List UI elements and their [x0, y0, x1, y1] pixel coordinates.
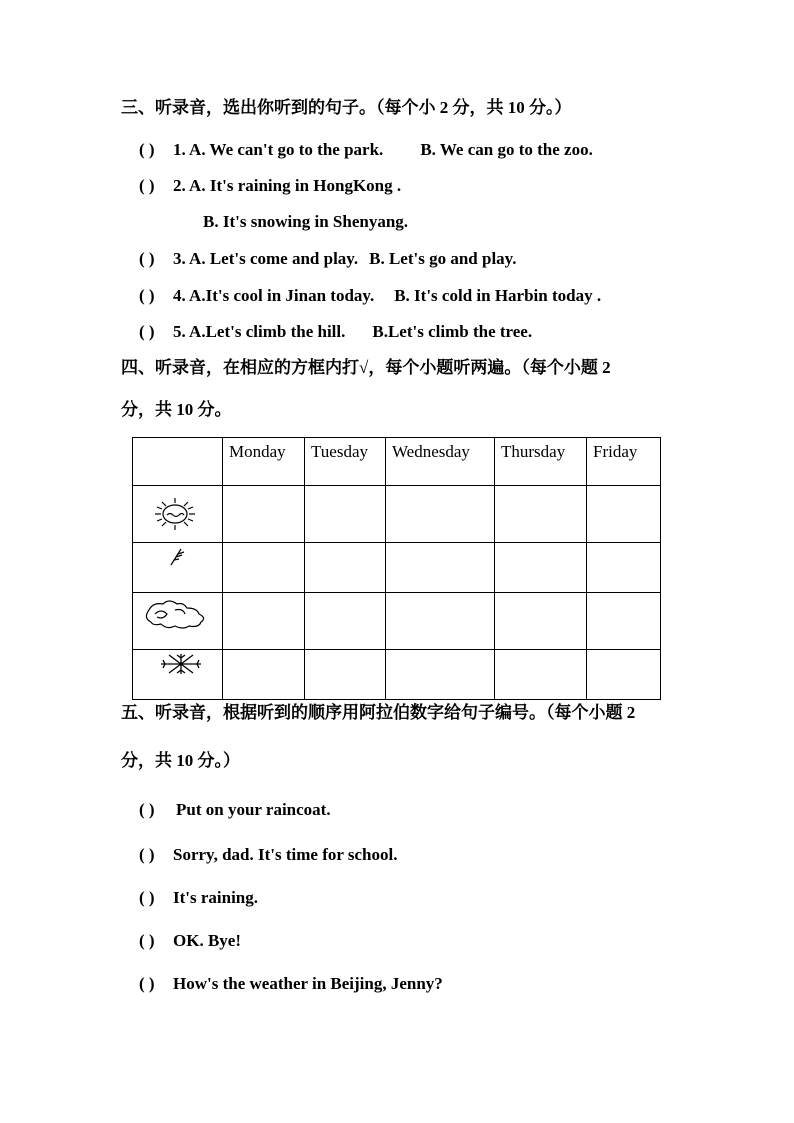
sentence: Put on your raincoat. — [176, 800, 331, 819]
answer-blank[interactable]: ( ) — [139, 286, 155, 305]
section5-title-line2: 分，共 10 分。） — [121, 751, 240, 770]
row-icon-cell — [133, 486, 223, 543]
row-icon-cell — [133, 543, 223, 593]
option-b: B. Let's go and play. — [369, 249, 517, 268]
snowflake-icon — [157, 652, 205, 676]
table-header-row — [133, 438, 661, 486]
ordering-item — [139, 800, 331, 820]
check-cell[interactable] — [587, 543, 661, 593]
check-cell[interactable] — [386, 543, 495, 593]
ordering-item — [139, 845, 397, 865]
row-icon-cell — [133, 650, 223, 700]
header-wednesday: Wednesday — [386, 438, 495, 486]
question-3 — [139, 249, 517, 269]
answer-blank[interactable]: ( ) — [139, 322, 155, 341]
weather-table — [132, 437, 661, 700]
check-cell[interactable] — [305, 486, 386, 543]
corner-cell — [133, 438, 223, 486]
answer-blank[interactable]: ( ) — [139, 931, 155, 950]
check-cell[interactable] — [223, 593, 305, 650]
option-a: 3. A. Let's come and play. — [173, 249, 359, 268]
ordering-item — [139, 888, 258, 908]
question-5 — [139, 322, 532, 342]
option-a: 5. A.Let's climb the hill. — [173, 322, 346, 341]
option-a: 1. A. We can't go to the park. — [173, 140, 384, 159]
question-1 — [139, 140, 593, 160]
table-row — [133, 543, 661, 593]
check-cell[interactable] — [587, 486, 661, 543]
check-cell[interactable] — [223, 650, 305, 700]
row-icon-cell — [133, 593, 223, 650]
header-monday: Monday — [223, 438, 305, 486]
table-row — [133, 650, 661, 700]
sentence: OK. Bye! — [173, 931, 241, 950]
question-2 — [139, 176, 401, 196]
header-tuesday: Tuesday — [305, 438, 386, 486]
cloud-icon — [141, 596, 211, 632]
check-cell[interactable] — [587, 593, 661, 650]
answer-blank[interactable]: ( ) — [139, 800, 155, 819]
option-b: B. It's cold in Harbin today . — [394, 286, 602, 305]
check-cell[interactable] — [305, 543, 386, 593]
check-cell[interactable] — [223, 543, 305, 593]
question-2-option-b: B. It's snowing in Shenyang. — [203, 212, 409, 231]
check-cell[interactable] — [386, 650, 495, 700]
section4-title-line2: 分，共 10 分。 — [121, 400, 232, 419]
answer-blank[interactable]: ( ) — [139, 974, 155, 993]
answer-blank[interactable]: ( ) — [139, 176, 155, 195]
header-friday: Friday — [587, 438, 661, 486]
section5-title-line1: 五、听录音，根据听到的顺序用阿拉伯数字给句子编号。（每个小题 2 — [121, 703, 636, 722]
option-a: 4. A.It's cool in Jinan today. — [173, 286, 375, 305]
check-cell[interactable] — [223, 486, 305, 543]
header-thursday: Thursday — [495, 438, 587, 486]
check-cell[interactable] — [305, 650, 386, 700]
check-cell[interactable] — [305, 593, 386, 650]
sentence: It's raining. — [173, 888, 259, 907]
sun-icon — [147, 496, 203, 532]
answer-blank[interactable]: ( ) — [139, 845, 155, 864]
question-4 — [139, 286, 601, 306]
section3-title: 三、听录音，选出你听到的句子。（每个小 2 分，共 10 分。） — [121, 98, 572, 117]
option-b: B. We can go to the zoo. — [420, 140, 593, 159]
wind-icon — [167, 545, 191, 569]
answer-blank[interactable]: ( ) — [139, 140, 155, 159]
check-cell[interactable] — [495, 650, 587, 700]
check-cell[interactable] — [386, 486, 495, 543]
check-cell[interactable] — [495, 486, 587, 543]
sentence: Sorry, dad. It's time for school. — [173, 845, 398, 864]
table-row — [133, 593, 661, 650]
ordering-item — [139, 931, 241, 951]
option-a: 2. A. It's raining in HongKong . — [173, 176, 402, 195]
check-cell[interactable] — [495, 593, 587, 650]
answer-blank[interactable]: ( ) — [139, 888, 155, 907]
check-cell[interactable] — [386, 593, 495, 650]
check-cell[interactable] — [587, 650, 661, 700]
option-b: B.Let's climb the tree. — [372, 322, 533, 341]
answer-blank[interactable]: ( ) — [139, 249, 155, 268]
sentence: How's the weather in Beijing, Jenny? — [173, 974, 443, 993]
table-row — [133, 486, 661, 543]
section4-title-line1: 四、听录音，在相应的方框内打√，每个小题听两遍。（每个小题 2 — [121, 358, 611, 377]
ordering-item — [139, 974, 443, 994]
check-cell[interactable] — [495, 543, 587, 593]
